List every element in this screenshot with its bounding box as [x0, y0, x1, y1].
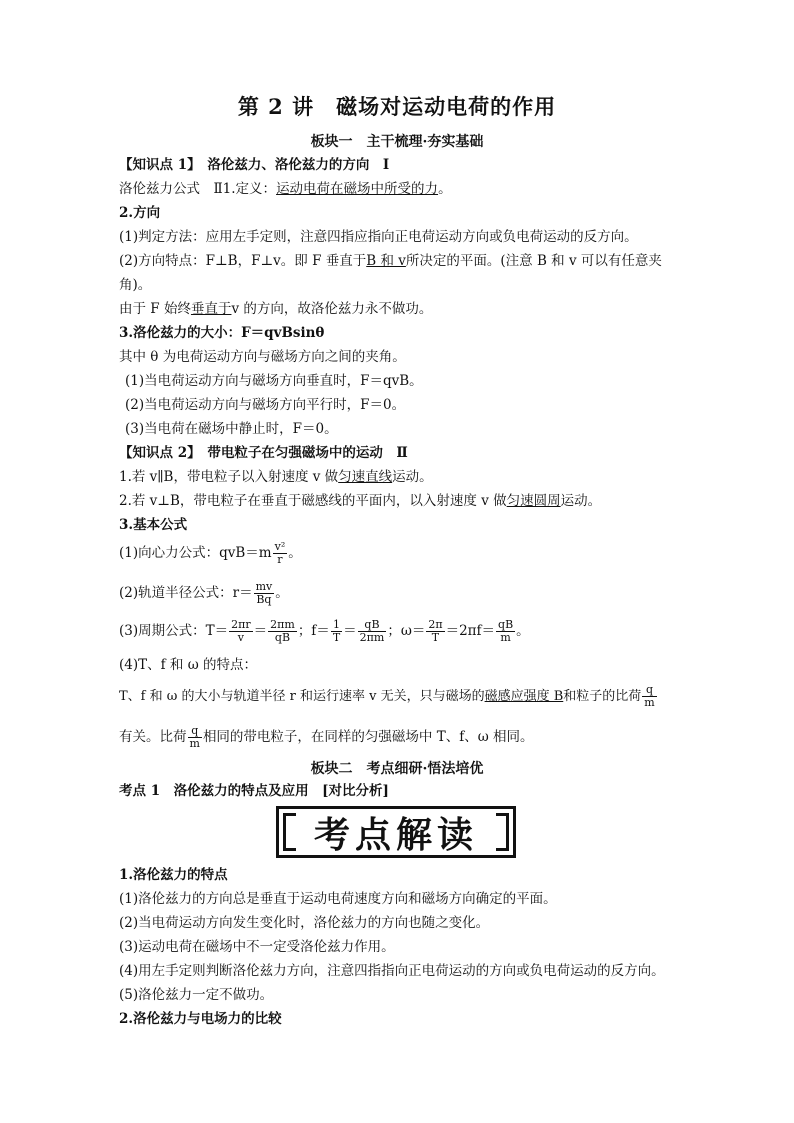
page-title: 第 2 讲 磁场对运动电荷的作用 — [237, 94, 557, 119]
kp1-dir1: (1)判定方法：应用左手定则，注意四指应指向正电荷运动方向或负电荷运动的反方向。 — [119, 229, 638, 245]
feature-3: (3)运动电荷在磁场中不一定受洛伦兹力作用。 — [119, 939, 395, 955]
kp1-dir-heading: 2.方向 — [119, 205, 161, 221]
kp2-motion1: 1.若 v∥B，带电粒子以入射速度 v 做匀速直线运动。 — [119, 469, 433, 485]
kp1-case3: (3)当电荷在磁场中静止时，F＝0。 — [125, 421, 338, 437]
kp2-formula-heading: 3.基本公式 — [119, 517, 188, 533]
feature-5: (5)洛伦兹力一定不做功。 — [119, 987, 274, 1003]
comparison-heading: 2.洛伦兹力与电场力的比较 — [119, 1011, 282, 1027]
block2-heading: 板块二 考点细研·悟法培优 — [310, 761, 484, 777]
banner-right-bracket — [496, 813, 509, 851]
kp2-heading: 【知识点 2】 带电粒子在匀强磁场中的运动 Ⅱ — [119, 445, 408, 461]
kaodian1-heading: 考点 1 洛伦兹力的特点及应用 [对比分析] — [119, 783, 389, 799]
formula-centripetal: (1)向心力公式：qvB＝m $\frac{\text{v²}}{r}$ 。 — [119, 540, 302, 566]
kp1-case1: (1)当电荷运动方向与磁场方向垂直时，F＝qvB。 — [125, 373, 423, 389]
banner-left-bracket — [283, 813, 296, 851]
kp2-motion2: 2.若 v⊥B，带电粒子在垂直于磁感线的平面内，以入射速度 v 做匀速圆周运动。 — [119, 493, 602, 509]
feature-1: (1)洛伦兹力的方向总是垂直于运动电荷速度方向和磁场方向确定的平面。 — [119, 891, 557, 907]
tfw-paragraph-1: T、f 和 ω 的大小与轨道半径 r 和运行速率 v 无关，只与磁场的磁感应强度 B和粒子的比荷 $\frac{q}{m}$ — [119, 683, 655, 709]
formula-tfw-heading: (4)T、f 和 ω 的特点： — [119, 657, 258, 673]
tfw-paragraph-2: 有关。比荷 $\frac{q}{m}$ 相同的带电粒子，在同样的匀强磁场中 T、f、ω 相同。 — [119, 724, 534, 750]
formula-radius: (2)轨道半径公式：r＝ $\frac{mv}{Bq}$ 。 — [119, 580, 289, 606]
banner-text: 考点解读 — [313, 813, 478, 856]
feature-4: (4)用左手定则判断洛伦兹力方向，注意四指指向正电荷运动的方向或负电荷运动的反方向。 — [119, 963, 665, 979]
kp1-heading: 【知识点 1】 洛伦兹力、洛伦兹力的方向 Ⅰ — [119, 157, 390, 173]
kaodian-jiedu-banner — [276, 806, 516, 858]
kp1-case2: (2)当电荷运动方向与磁场方向平行时，F＝0。 — [125, 397, 406, 413]
block1-heading: 板块一 主干梳理·夯实基础 — [310, 134, 484, 150]
kp1-dir3: 由于 F 始终垂直于v 的方向，故洛伦兹力永不做功。 — [119, 301, 433, 317]
feature-2: (2)当电荷运动方向发生变化时，洛伦兹力的方向也随之变化。 — [119, 915, 490, 931]
kp1-dir2: (2)方向特点：F⊥B，F⊥v。即 F 垂直于B 和 v所决定的平面。(注意 B 和 v 可以有任意夹 — [119, 253, 662, 269]
kp1-dir2-cont: 角)。 — [119, 277, 152, 293]
formula-period: (3)周期公式：T＝ $\frac{2\pi r}{v}$ ＝ $\frac{2\pi m}{qB}$ ；f＝ $\frac{1}{T}$ ＝ $\frac{qB}{2\pi m}$ ；ω＝ $\frac{2\pi}{T}$ ＝2πf＝ $\frac{qB}{m}$ 。 — [119, 618, 530, 644]
features-heading: 1.洛伦兹力的特点 — [119, 867, 228, 883]
kp1-definition: 洛伦兹力公式 Ⅱ1.定义：运动电荷在磁场中所受的力。 — [119, 181, 452, 197]
kp1-size-heading: 3.洛伦兹力的大小：F＝qvBsinθ — [119, 325, 325, 341]
kp1-theta: 其中 θ 为电荷运动方向与磁场方向之间的夹角。 — [119, 349, 406, 365]
